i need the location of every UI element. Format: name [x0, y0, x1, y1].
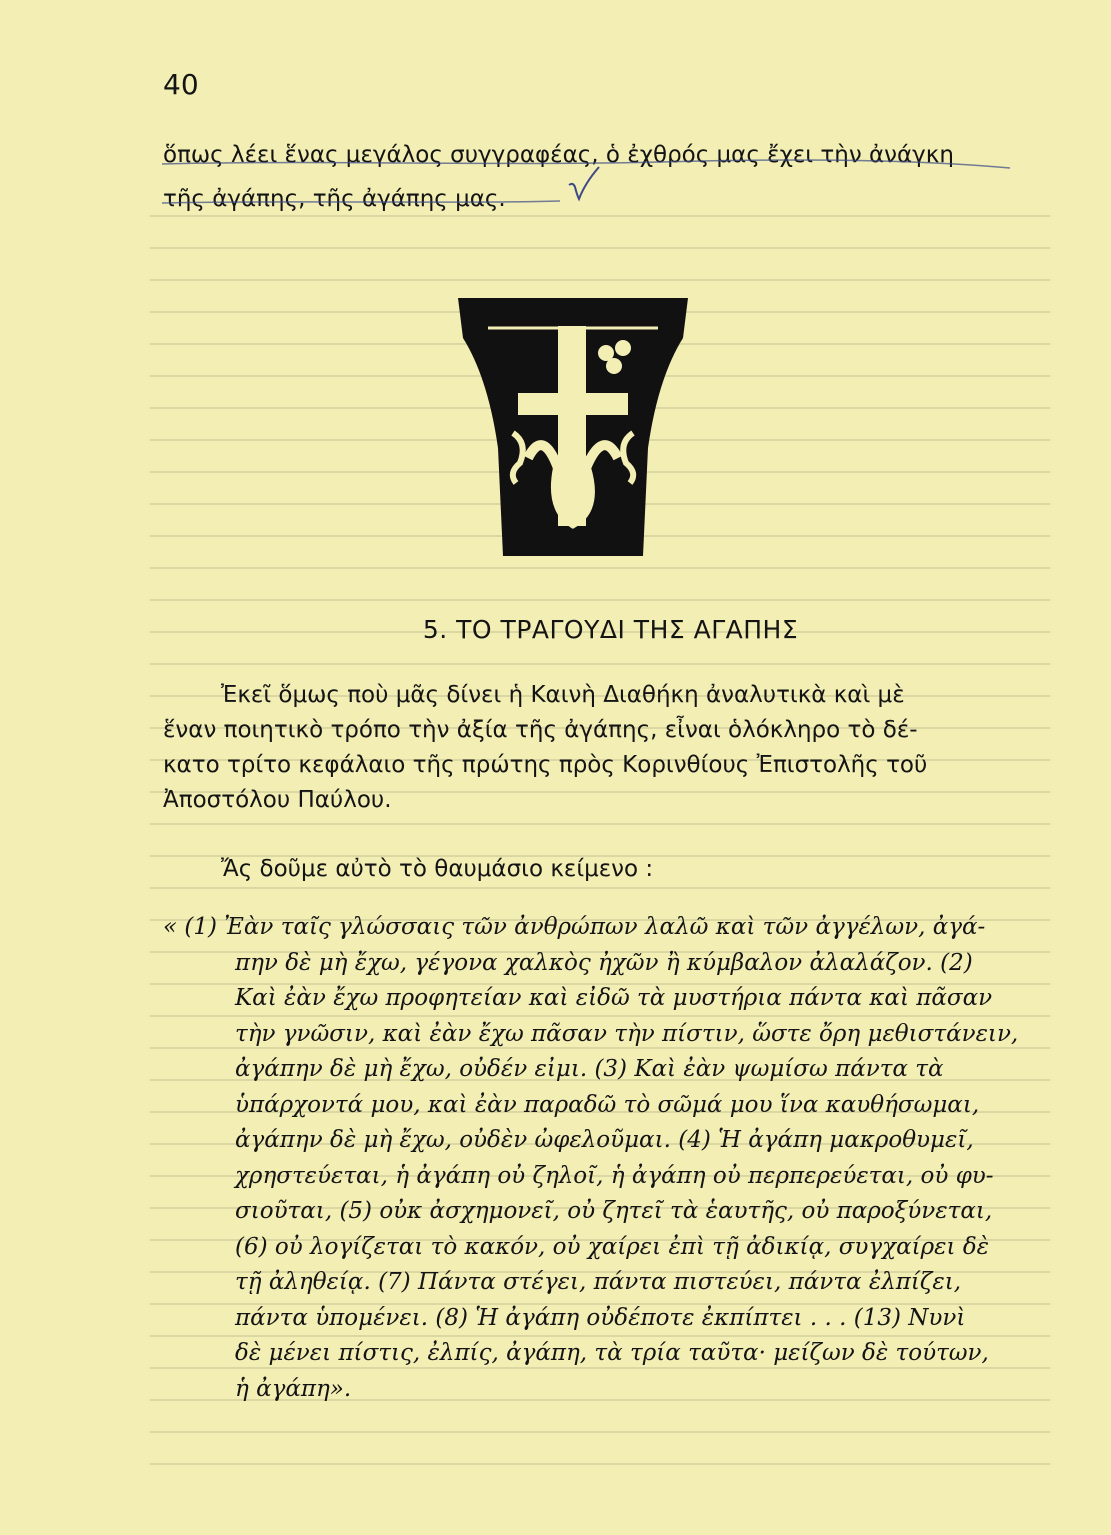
paragraph-line: Ἐκεῖ ὅμως ποὺ μᾶς δίνει ἡ Καινὴ Διαθήκη ἀναλυτικὰ καὶ μὲ	[221, 682, 905, 708]
intro-line: τῆς ἀγάπης, τῆς ἀγάπης μας.	[163, 186, 506, 212]
quote-line: ὑπάρχοντά μου, καὶ ἐὰν παραδῶ τὸ σῶμά μου ἵνα καυθήσωμαι,	[235, 1091, 980, 1118]
quote-line: χρηστεύεται, ἡ ἀγάπη οὐ ζηλοῖ, ἡ ἀγάπη οὐ περπερεύεται, οὐ φυ-	[235, 1162, 994, 1189]
page-number: 40	[163, 68, 199, 101]
paragraph-line: Ἀποστόλου Παύλου.	[163, 787, 392, 813]
quote-line: ἡ ἀγάπη».	[235, 1375, 352, 1402]
quote-line: σιοῦται, (5) οὐκ ἀσχημονεῖ, οὐ ζητεῖ τὰ ἑαυτῆς, οὐ παροξύνεται,	[235, 1198, 993, 1224]
quote-line: δὲ μένει πίστις, ἐλπίς, ἀγάπη, τὰ τρία ταῦτα· μείζων δὲ τούτων,	[235, 1340, 989, 1366]
paragraph-2: Ἄς δοῦμε αὐτὸ τὸ θαυμάσιο κείμενο :	[221, 856, 654, 882]
quote-line: « (1) Ἐὰν ταῖς γλώσσαις τῶν ἀνθρώπων λαλῶ καὶ τῶν ἀγγέλων, ἀγά-	[163, 914, 986, 940]
quote-line: πάντα ὑπομένει. (8) Ἡ ἀγάπη οὐδέποτε ἐκπίπτει . . . (13) Νυνὶ	[235, 1304, 966, 1331]
quote-line: Καὶ ἐὰν ἔχω προφητείαν καὶ εἰδῶ τὰ μυστήρια πάντα καὶ πᾶσαν	[235, 985, 993, 1011]
check-mark-icon	[565, 165, 605, 205]
scripture-quote	[163, 910, 1033, 1407]
chapter-title: 5. ΤΟ ΤΡΑΓΟΥΔΙ ΤΗΣ ΑΓΑΠΗΣ	[422, 615, 799, 644]
paragraph-line: κατο τρίτο κεφάλαιο τῆς πρώτης πρὸς Κορινθίους Ἐπιστολῆς τοῦ	[163, 752, 928, 778]
quote-line: ἀγάπην δὲ μὴ ἔχω, οὐδὲν ὠφελοῦμαι. (4) Ἡ ἀγάπη μακροθυμεῖ,	[235, 1127, 974, 1153]
paragraph-line: ἕναν ποιητικὸ τρόπο τὴν ἀξία τῆς ἀγάπης, εἶναι ὁλόκληρο τὸ δέ-	[163, 717, 918, 743]
cross-ornament-icon	[458, 298, 688, 556]
quote-line: τὴν γνῶσιν, καὶ ἐὰν ἔχω πᾶσαν τὴν πίστιν, ὥστε ὄρη μεθιστάνειν,	[235, 1020, 1019, 1047]
quote-line: τῇ ἀληθείᾳ. (7) Πάντα στέγει, πάντα πιστεύει, πάντα ἐλπίζει,	[235, 1269, 962, 1295]
paragraph-1	[163, 678, 1033, 818]
quote-line: πην δὲ μὴ ἔχω, γέγονα χαλκὸς ἠχῶν ἢ κύμβαλον ἀλαλάζον. (2)	[235, 949, 973, 976]
quote-line: ἀγάπην δὲ μὴ ἔχω, οὐδέν εἰμι. (3) Καὶ ἐὰν ψωμίσω πάντα τὰ	[235, 1056, 944, 1082]
quote-line: (6) οὐ λογίζεται τὸ κακόν, οὐ χαίρει ἐπὶ τῇ ἀδικίᾳ, συγχαίρει δὲ	[235, 1233, 990, 1260]
intro-line: ὅπως λέει ἕνας μεγάλος συγγραφέας, ὁ ἐχθρός μας ἔχει τὴν ἀνάγκη	[163, 142, 954, 168]
